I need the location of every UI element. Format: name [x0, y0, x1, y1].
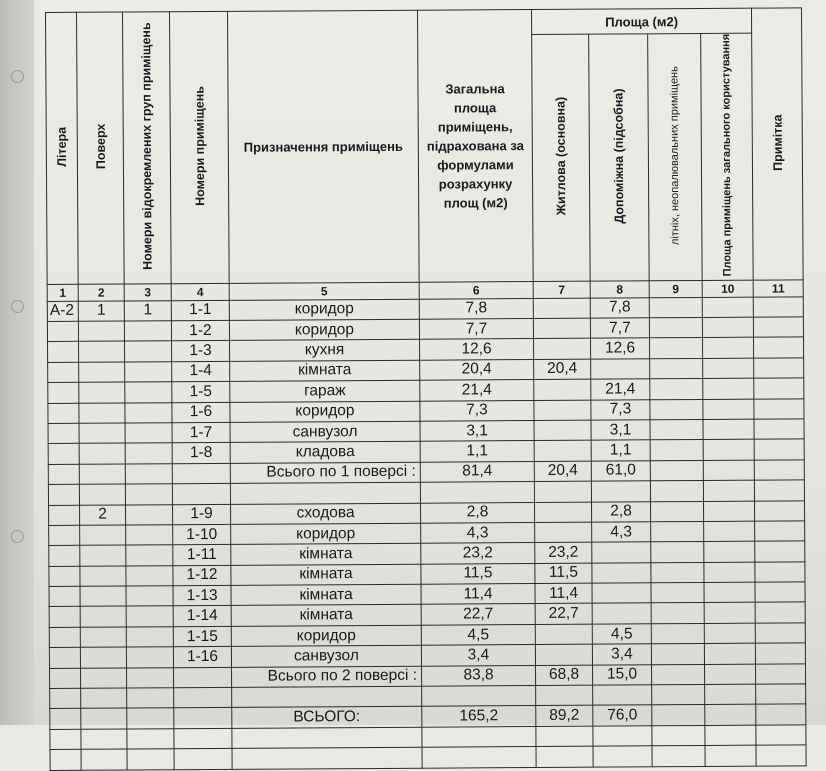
empty-cell [754, 398, 804, 419]
group-cell [126, 504, 173, 525]
litera-cell [49, 525, 80, 546]
room-number-cell: 1-9 [173, 504, 231, 525]
living-area-cell [534, 400, 591, 421]
litera-cell [48, 362, 79, 383]
empty-cell [651, 644, 704, 665]
header-aux: Допоміжна (підсобна) [589, 34, 650, 281]
empty-cell [650, 419, 703, 440]
binder-hole [11, 300, 24, 313]
litera-cell [48, 342, 79, 363]
empty-cell [652, 725, 705, 746]
living-area-cell [535, 522, 592, 543]
floor-cell [81, 688, 127, 709]
group-cell [125, 463, 172, 484]
floor-cell [78, 321, 124, 342]
purpose-cell: кладова [230, 442, 420, 464]
floor-cell [80, 525, 126, 546]
living-area-cell: 20,4 [534, 359, 591, 380]
total-area-cell: 3,4 [421, 645, 535, 666]
empty-cell [702, 317, 753, 338]
empty-cell [704, 582, 755, 603]
living-area-cell [535, 502, 592, 523]
floor-area-table [45, 7, 807, 770]
col-number: 7 [533, 281, 590, 298]
group-cell: 1 [124, 300, 171, 321]
aux-area-cell: 1,1 [591, 440, 650, 461]
room-number-cell: 1-5 [172, 382, 230, 403]
empty-cell [705, 745, 756, 766]
header-litera: Літера [46, 12, 79, 284]
total-area-cell: 4,5 [421, 624, 535, 645]
empty-cell [755, 643, 805, 664]
col-number: 8 [590, 280, 649, 297]
room-number-cell: 1-1 [171, 300, 229, 321]
purpose-cell: кімната [231, 564, 421, 586]
living-area-cell [536, 726, 593, 747]
floor-cell [80, 606, 126, 627]
aux-area-cell [591, 481, 650, 502]
empty-cell [755, 623, 805, 644]
purpose-cell [232, 686, 422, 708]
living-area-cell [536, 685, 593, 706]
litera-cell [50, 709, 81, 730]
purpose-cell: коридор [231, 625, 421, 647]
living-area-cell [534, 420, 591, 441]
empty-cell [705, 705, 756, 726]
header-summer: літніх, неопалювальних приміщень [648, 33, 703, 280]
total-area-cell: 21,4 [420, 380, 534, 401]
purpose-cell: кухня [230, 340, 420, 362]
floor-cell [80, 545, 126, 566]
col-number: 6 [419, 281, 533, 299]
group-cell [124, 321, 171, 342]
living-area-cell [535, 644, 592, 665]
empty-cell [702, 297, 753, 318]
purpose-cell: коридор [229, 299, 419, 321]
aux-area-cell [592, 583, 651, 604]
aux-area-cell: 15,0 [592, 664, 651, 685]
empty-cell [651, 603, 704, 624]
purpose-cell: санвузол [231, 645, 421, 667]
empty-cell [704, 664, 755, 685]
room-number-cell [174, 687, 232, 708]
header-room-numbers: Номери приміщень [170, 11, 230, 283]
room-number-cell: 1-2 [171, 320, 229, 341]
purpose-cell: кімната [231, 605, 421, 627]
empty-cell [756, 664, 806, 685]
empty-cell [754, 419, 804, 440]
group-cell [125, 341, 172, 362]
empty-cell [705, 684, 756, 705]
floor-cell: 2 [80, 505, 126, 526]
aux-area-cell: 21,4 [591, 379, 650, 400]
total-area-cell [422, 686, 536, 707]
litera-cell [49, 586, 80, 607]
total-area-cell: 83,8 [422, 665, 536, 686]
aux-area-cell: 7,7 [590, 318, 649, 339]
group-cell [126, 565, 173, 586]
empty-cell [754, 439, 804, 460]
living-area-cell: 89,2 [536, 706, 593, 727]
floor-cell [79, 464, 125, 485]
floor-cell: 1 [78, 301, 124, 322]
empty-cell [754, 337, 804, 358]
purpose-cell [232, 747, 422, 769]
empty-cell [650, 440, 703, 461]
group-cell [125, 423, 172, 444]
living-area-cell [534, 379, 591, 400]
empty-cell [704, 643, 755, 664]
aux-area-cell [593, 685, 652, 706]
empty-cell [651, 664, 704, 685]
room-number-cell: 1-8 [172, 443, 230, 464]
floor-cell [79, 443, 125, 464]
header-purpose: Призначення приміщень [227, 10, 419, 283]
aux-area-cell [593, 726, 652, 747]
group-cell [125, 362, 172, 383]
total-area-cell: 23,2 [421, 543, 535, 564]
group-cell [126, 525, 173, 546]
empty-cell [704, 541, 755, 562]
room-number-cell: 1-14 [173, 606, 231, 627]
aux-area-cell [591, 359, 650, 380]
empty-cell [753, 296, 803, 317]
living-area-cell: 20,4 [534, 461, 591, 482]
group-cell [127, 749, 174, 770]
room-number-cell: 1-16 [173, 647, 231, 668]
purpose-cell: Всього по 1 поверсі : [230, 462, 420, 484]
empty-cell [651, 623, 704, 644]
empty-cell [649, 317, 702, 338]
empty-cell [703, 399, 754, 420]
empty-cell [753, 317, 803, 338]
room-number-cell: 1-4 [172, 361, 230, 382]
col-number: 11 [753, 279, 803, 296]
aux-area-cell: 76,0 [593, 705, 652, 726]
aux-area-cell: 2,8 [592, 501, 651, 522]
litera-cell [49, 627, 80, 648]
room-number-cell [174, 708, 232, 729]
empty-cell [650, 358, 703, 379]
header-total-area: Загальна площа приміщень, підрахована за формулами розрахунку площ (м2) [417, 10, 533, 282]
header-floor: Поверх [77, 12, 125, 284]
living-area-cell [533, 318, 590, 339]
header-room-groups: Номери відокремлених груп приміщень [123, 12, 172, 284]
floor-cell [79, 382, 125, 403]
room-number-cell: 1-6 [172, 402, 230, 423]
total-area-cell [422, 726, 536, 747]
empty-cell [651, 562, 704, 583]
purpose-cell: коридор [230, 401, 420, 423]
floor-cell [80, 647, 126, 668]
total-area-cell: 3,1 [420, 420, 534, 441]
room-number-cell [174, 728, 232, 749]
group-cell [125, 382, 172, 403]
total-area-cell: 165,2 [422, 706, 536, 727]
empty-cell [652, 746, 705, 767]
purpose-cell: кімната [231, 584, 421, 606]
aux-area-cell [592, 603, 651, 624]
floor-cell [81, 749, 127, 770]
aux-area-cell [592, 562, 651, 583]
group-cell [125, 402, 172, 423]
total-area-cell: 4,3 [421, 522, 535, 543]
empty-cell [703, 440, 754, 461]
col-number: 3 [124, 283, 171, 300]
col-number: 10 [702, 280, 753, 297]
aux-area-cell: 4,3 [592, 522, 651, 543]
purpose-cell: кімната [230, 360, 420, 382]
floor-cell [79, 403, 125, 424]
empty-cell [703, 460, 754, 481]
total-area-cell: 81,4 [420, 461, 534, 482]
header-note: Примітка [752, 8, 804, 280]
total-area-cell: 11,5 [421, 563, 535, 584]
empty-cell [755, 500, 805, 521]
empty-cell [704, 623, 755, 644]
empty-cell [756, 704, 806, 725]
col-number: 1 [47, 284, 78, 301]
purpose-cell: санвузол [230, 421, 420, 443]
empty-cell [703, 358, 754, 379]
binder-margin [0, 0, 34, 725]
floor-cell [80, 566, 126, 587]
col-number: 5 [229, 282, 419, 300]
aux-area-cell: 7,8 [590, 297, 649, 318]
room-number-cell: 1-11 [173, 545, 231, 566]
group-cell [126, 606, 173, 627]
living-area-cell: 11,5 [535, 563, 592, 584]
room-number-cell: 1-13 [173, 585, 231, 606]
empty-cell [755, 602, 805, 623]
aux-area-cell: 4,5 [592, 624, 651, 645]
room-number-cell: 1-15 [173, 626, 231, 647]
litera-cell [48, 382, 79, 403]
col-number: 2 [78, 284, 124, 301]
living-area-cell [534, 339, 591, 360]
purpose-cell: гараж [230, 380, 420, 402]
empty-cell [652, 685, 705, 706]
purpose-cell: кімната [231, 544, 421, 566]
empty-cell [703, 480, 754, 501]
room-number-cell: 1-7 [172, 422, 230, 443]
empty-cell [651, 542, 704, 563]
purpose-cell: коридор [231, 523, 421, 545]
litera-cell [49, 648, 80, 669]
floor-cell [80, 627, 126, 648]
empty-cell [651, 521, 704, 542]
aux-area-cell: 7,3 [591, 399, 650, 420]
floor-cell [79, 362, 125, 383]
empty-cell [756, 684, 806, 705]
aux-area-cell [593, 746, 652, 767]
litera-cell [49, 607, 80, 628]
group-cell [125, 443, 172, 464]
empty-cell [704, 603, 755, 624]
binder-hole [11, 530, 24, 543]
empty-cell [755, 541, 805, 562]
table-row [50, 745, 806, 770]
group-cell [127, 708, 174, 729]
litera-cell [48, 484, 79, 505]
floor-cell [81, 668, 127, 689]
total-area-cell: 2,8 [421, 502, 535, 523]
aux-area-cell: 3,4 [592, 644, 651, 665]
living-area-cell [534, 441, 591, 462]
empty-cell [703, 419, 754, 440]
empty-cell [649, 297, 702, 318]
empty-cell [754, 480, 804, 501]
living-area-cell: 11,4 [535, 583, 592, 604]
total-area-cell: 20,4 [420, 359, 534, 380]
total-area-cell: 7,7 [419, 319, 533, 340]
total-area-cell: 22,7 [421, 604, 535, 625]
header-area-group: Площа (м2) [531, 8, 751, 34]
total-area-cell [420, 482, 534, 503]
room-number-cell [172, 484, 230, 505]
empty-cell [704, 521, 755, 542]
floor-cell [79, 484, 125, 505]
living-area-cell [535, 624, 592, 645]
empty-cell [703, 378, 754, 399]
room-number-cell [174, 749, 232, 770]
empty-cell [756, 725, 806, 746]
empty-cell [755, 582, 805, 603]
litera-cell [48, 423, 79, 444]
total-area-cell: 7,3 [420, 400, 534, 421]
empty-cell [705, 725, 756, 746]
total-area-cell: 1,1 [420, 441, 534, 462]
purpose-cell [230, 482, 420, 504]
living-area-cell [534, 481, 591, 502]
litera-cell [50, 688, 81, 709]
empty-cell [704, 562, 755, 583]
room-number-cell: 1-10 [173, 524, 231, 545]
binder-hole [11, 70, 24, 83]
room-number-cell [172, 463, 230, 484]
room-number-cell: 1-12 [173, 565, 231, 586]
floor-cell [81, 729, 127, 750]
empty-cell [652, 705, 705, 726]
living-area-cell [533, 298, 590, 319]
litera-cell [49, 566, 80, 587]
litera-cell [48, 464, 79, 485]
empty-cell [651, 583, 704, 604]
header-living: Житлова (основна) [532, 34, 591, 281]
empty-cell [650, 399, 703, 420]
litera-cell [49, 546, 80, 567]
room-number-cell [174, 667, 232, 688]
total-area-cell: 7,8 [419, 298, 533, 319]
empty-cell [754, 460, 804, 481]
group-cell [126, 647, 173, 668]
group-cell [125, 484, 172, 505]
total-area-cell: 11,4 [421, 584, 535, 605]
group-cell [126, 545, 173, 566]
col-number: 9 [649, 280, 702, 297]
living-area-cell: 23,2 [535, 542, 592, 563]
col-number: 4 [171, 283, 229, 300]
purpose-cell: Всього по 2 поверсі : [232, 666, 422, 688]
aux-area-cell: 61,0 [591, 461, 650, 482]
living-area-cell: 22,7 [535, 604, 592, 625]
purpose-cell: коридор [229, 319, 419, 341]
aux-area-cell: 3,1 [591, 420, 650, 441]
litera-cell: А-2 [47, 301, 78, 322]
group-cell [127, 688, 174, 709]
aux-area-cell [592, 542, 651, 563]
purpose-cell [232, 727, 422, 749]
litera-cell [50, 749, 81, 770]
group-cell [126, 627, 173, 648]
empty-cell [754, 358, 804, 379]
empty-cell [755, 521, 805, 542]
floor-cell [79, 341, 125, 362]
room-number-cell: 1-3 [172, 341, 230, 362]
total-area-cell: 12,6 [420, 339, 534, 360]
living-area-cell [536, 746, 593, 767]
litera-cell [50, 668, 81, 689]
empty-cell [703, 338, 754, 359]
empty-cell [650, 481, 703, 502]
group-cell [126, 586, 173, 607]
floor-cell [79, 423, 125, 444]
living-area-cell: 68,8 [535, 665, 592, 686]
purpose-cell: ВСЬОГО: [232, 707, 422, 729]
empty-cell [650, 379, 703, 400]
empty-cell [756, 745, 806, 766]
litera-cell [48, 444, 79, 465]
empty-cell [755, 562, 805, 583]
empty-cell [651, 501, 704, 522]
total-area-cell [422, 747, 536, 768]
empty-cell [703, 501, 754, 522]
group-cell [127, 667, 174, 688]
floor-cell [80, 586, 126, 607]
empty-cell [650, 460, 703, 481]
table-body [47, 296, 806, 770]
purpose-cell: сходова [231, 503, 421, 525]
group-cell [127, 729, 174, 750]
floor-cell [81, 708, 127, 729]
litera-cell [47, 321, 78, 342]
empty-cell [650, 338, 703, 359]
litera-cell [48, 403, 79, 424]
header-common: Площа приміщень загального користування [701, 33, 754, 280]
litera-cell [49, 505, 80, 526]
litera-cell [50, 729, 81, 750]
empty-cell [754, 378, 804, 399]
aux-area-cell: 12,6 [591, 338, 650, 359]
